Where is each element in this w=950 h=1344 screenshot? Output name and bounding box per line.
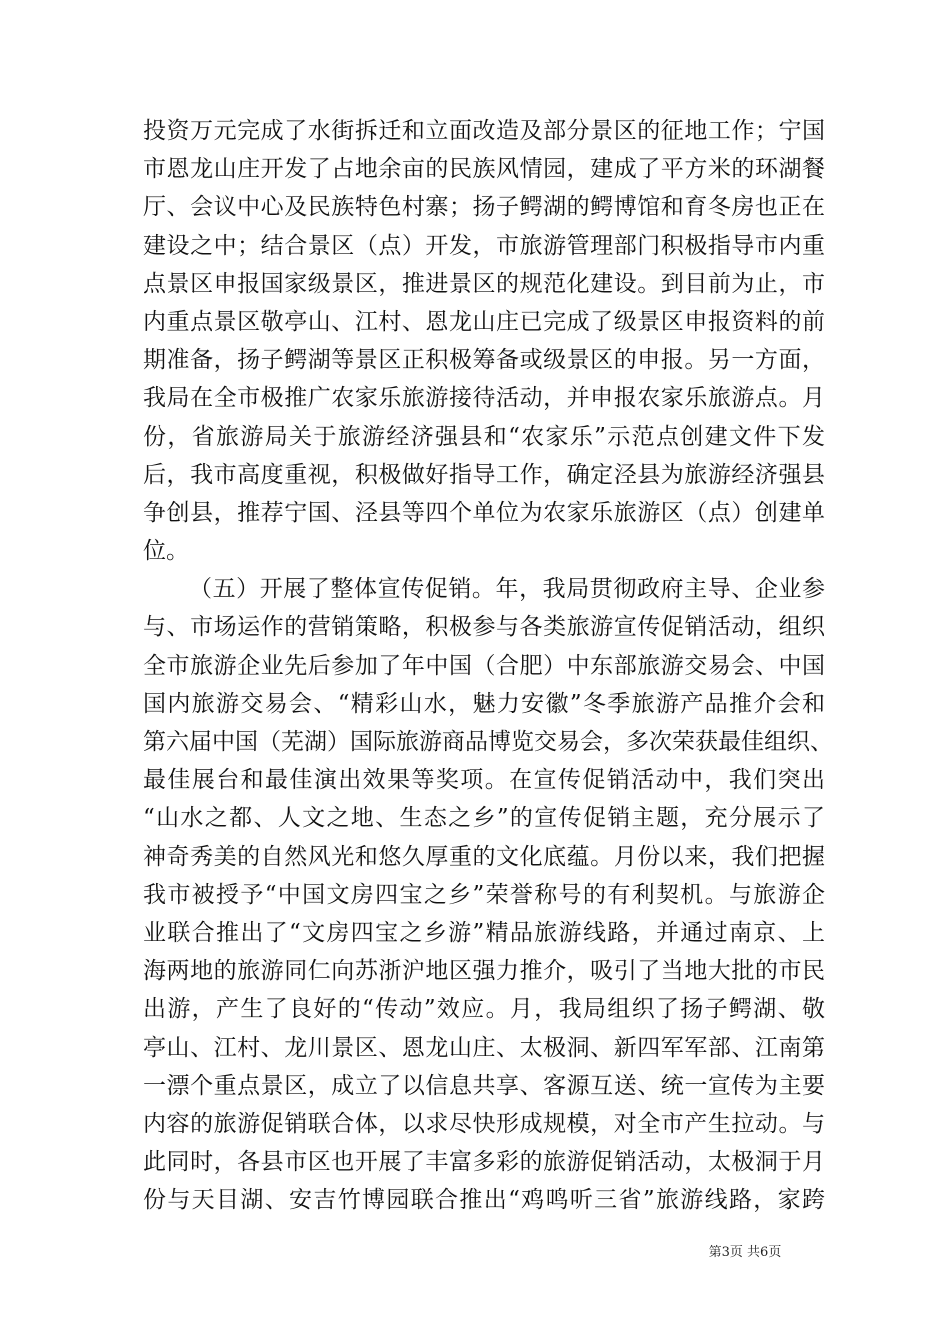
text-line: 最佳展台和最佳演出效果等奖项。在宣传促销活动中，我们突出 xyxy=(143,767,825,794)
section-heading-line: （五）开展了整体宣传促销。年，我局贯彻政府主导、企业参 xyxy=(189,576,825,603)
text-line: 厅、会议中心及民族特色村寨；扬子鳄湖的鳄博馆和育冬房也正在 xyxy=(143,194,825,221)
text-line: 期准备，扬子鳄湖等景区正积极筹备或级景区的申报。另一方面， xyxy=(143,347,825,374)
text-line: 亭山、江村、龙川景区、恩龙山庄、太极洞、新四军军部、江南第 xyxy=(143,1034,825,1061)
text-line: 内重点景区敬亭山、江村、恩龙山庄已完成了级景区申报资料的前 xyxy=(143,308,825,335)
text-line: 此同时，各县市区也开展了丰富多彩的旅游促销活动，太极洞于月 xyxy=(143,1149,825,1176)
text-line: 业联合推出了“文房四宝之乡游”精品旅游线路，并通过南京、上 xyxy=(143,919,825,946)
text-line: 建设之中；结合景区（点）开发，市旅游管理部门积极指导市内重 xyxy=(143,232,825,259)
text-line: 市恩龙山庄开发了占地余亩的民族风情园，建成了平方米的环湖餐 xyxy=(143,156,825,183)
text-line: 内容的旅游促销联合体，以求尽快形成规模，对全市产生拉动。与 xyxy=(143,1110,825,1137)
text-line: 点景区申报国家级景区，推进景区的规范化建设。到目前为止，市 xyxy=(143,270,825,297)
text-line: 位。 xyxy=(143,538,189,565)
text-line: 后，我市高度重视，积极做好指导工作，确定泾县为旅游经济强县 xyxy=(143,461,825,488)
text-line: 争创县，推荐宁国、泾县等四个单位为农家乐旅游区（点）创建单 xyxy=(143,499,825,526)
text-line: 一漂个重点景区，成立了以信息共享、客源互送、统一宣传为主要 xyxy=(143,1072,825,1099)
text-line: “山水之都、人文之地、生态之乡”的宣传促销主题，充分展示了 xyxy=(143,805,825,832)
text-line: 国内旅游交易会、“精彩山水，魅力安徽”冬季旅游产品推介会和 xyxy=(143,690,825,717)
text-line: 我局在全市极推广农家乐旅游接待活动，并申报农家乐旅游点。月 xyxy=(143,385,825,412)
text-line: 海两地的旅游同仁向苏浙沪地区强力推介，吸引了当地大批的市民 xyxy=(143,958,825,985)
text-line: 全市旅游企业先后参加了年中国（合肥）中东部旅游交易会、中国 xyxy=(143,652,825,679)
text-line: 与、市场运作的营销策略，积极参与各类旅游宣传促销活动，组织 xyxy=(143,614,825,641)
text-line: 份，省旅游局关于旅游经济强县和“农家乐”示范点创建文件下发 xyxy=(143,423,825,450)
text-line: 出游，产生了良好的“传动”效应。月，我局组织了扬子鳄湖、敬 xyxy=(143,996,825,1023)
text-line: 我市被授予“中国文房四宝之乡”荣誉称号的有利契机。与旅游企 xyxy=(143,881,825,908)
text-line: 第六届中国（芜湖）国际旅游商品博览交易会，多次荣获最佳组织、 xyxy=(143,729,833,755)
text-line: 神奇秀美的自然风光和悠久厚重的文化底蕴。月份以来，我们把握 xyxy=(143,843,825,870)
document-body xyxy=(143,112,833,1219)
page-number-footer: 第3页 共6页 xyxy=(708,1245,782,1260)
text-line: 投资万元完成了水街拆迁和立面改造及部分景区的征地工作；宁国 xyxy=(143,118,825,144)
text-line: 份与天目湖、安吉竹博园联合推出“鸡鸣听三省”旅游线路，家跨 xyxy=(143,1187,825,1214)
